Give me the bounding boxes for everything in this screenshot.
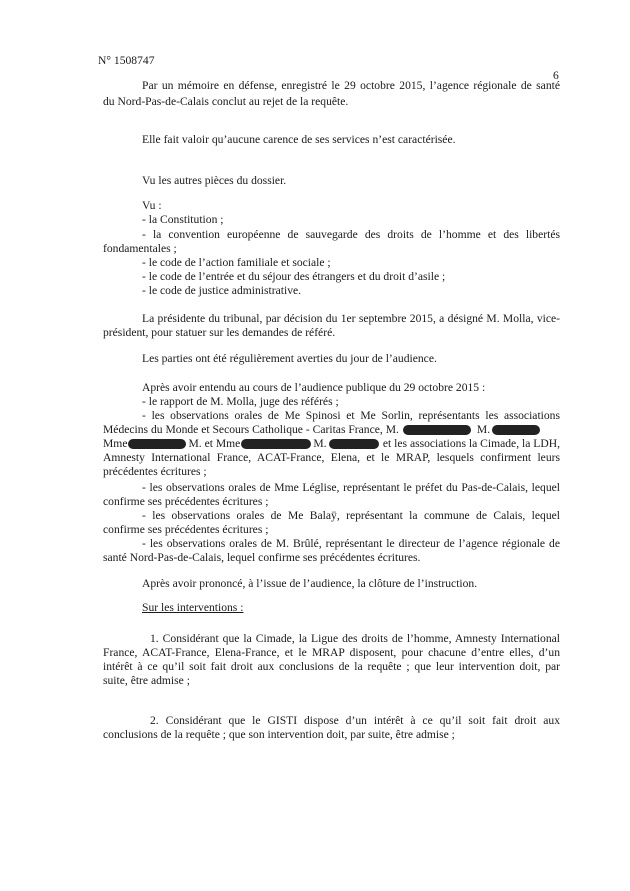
vu-item-action-sociale: - le code de l’action familiale et sociale ; [142, 256, 331, 269]
presidente-paragraph-line-1: La présidente du tribunal, par décision du 1er septembre 2015, a désigné M. Molla, vice- [142, 312, 560, 325]
audience-item-balay-line-1: - les observations orales de Me Balaÿ, représentant la commune de Calais, lequel [142, 509, 560, 522]
carence-paragraph: Elle fait valoir qu’aucune carence de ses services n’est caractérisée. [142, 133, 456, 146]
audience-item-leglise-line-2: confirme ses précédentes écritures ; [103, 495, 269, 508]
audience-item-spinosi-line-4: Amnesty International France, ACAT-France, Elena, et le MRAP, lesquels confirment leurs [103, 451, 560, 464]
audience-item-spinosi-line-2 [103, 423, 560, 437]
audience-item-spinosi-line-3 [103, 437, 560, 451]
audience-item-brule-line-1: - les observations orales de M. Brûlé, représentant le directeur de l’agence régionale de [142, 537, 560, 550]
associations-text: Médecins du Monde et Secours Catholique - Caritas France, M. [103, 423, 399, 436]
redaction-block [403, 425, 471, 435]
considerant-2-line-1: 2. Considérant que le GISTI dispose d’un intérêt à ce qu’il soit fait droit aux [150, 714, 560, 727]
considerant-1-line-3: intérêt à ce qu’il soit fait droit aux conclusions de la requête ; que leur intervention doit, par [103, 660, 560, 673]
redaction-block [492, 425, 540, 435]
audience-item-brule-line-2: santé Nord-Pas-de-Calais, lequel confirme ses précédentes écritures. [103, 551, 421, 564]
page-number: 6 [553, 69, 559, 82]
defense-paragraph-line-2: du Nord-Pas-de-Calais conclut au rejet de la requête. [103, 95, 349, 108]
vu-item-constitution: - la Constitution ; [142, 213, 224, 226]
audience-intro: Après avoir entendu au cours de l’audience publique du 29 octobre 2015 : [142, 381, 486, 394]
vu-item-cja: - le code de justice administrative. [142, 284, 302, 297]
considerant-2-line-2: conclusions de la requête ; que son intervention doit, par suite, être admise ; [103, 728, 455, 741]
redaction-block [128, 439, 186, 449]
audience-item-rapport: - le rapport de M. Molla, juge des référés ; [142, 395, 339, 408]
associations-list-text: et les associations la Cimade, la LDH, [382, 437, 560, 450]
vu-item-convention-line-1: - la convention européenne de sauvegarde des droits de l’homme et des libertés [142, 228, 560, 241]
audience-item-spinosi-line-5: précédentes écritures ; [103, 465, 207, 478]
audience-item-balay-line-2: confirme ses précédentes écritures ; [103, 523, 269, 536]
cloture-paragraph: Après avoir prononcé, à l’issue de l’audience, la clôture de l’instruction. [142, 577, 478, 590]
audience-item-spinosi-line-1: - les observations orales de Me Spinosi et Me Sorlin, représentants les associations [142, 409, 560, 422]
vu-item-ceseda: - le code de l’entrée et du séjour des étrangers et du droit d’asile ; [142, 270, 446, 283]
defense-paragraph-line-1: Par un mémoire en défense, enregistré le 29 octobre 2015, l’agence régionale de santé [142, 79, 560, 92]
considerant-1-line-4: suite, être admise ; [103, 674, 190, 687]
section-heading: Sur les interventions : [142, 601, 244, 614]
presidente-paragraph-line-2: président, pour statuer sur les demandes de référé. [103, 326, 336, 339]
audience-item-leglise-line-1: - les observations orales de Mme Léglise, représentant le préfet du Pas-de-Calais, lequel [142, 481, 560, 494]
redaction-block [329, 439, 379, 449]
vu-heading: Vu : [142, 199, 162, 212]
considerant-1-line-2: France, ACAT-France, Elena-France, et le MRAP disposent, pour chacune d’entre elles, d’un [103, 646, 560, 659]
considerant-1-line-1: 1. Considérant que la Cimade, la Ligue des droits de l’homme, Amnesty International [150, 632, 560, 645]
case-number: N° 1508747 [98, 54, 155, 67]
monsieur-text: M. [313, 437, 327, 450]
monsieur-et-madame-text: M. et Mme [188, 437, 241, 450]
vu-item-convention-line-2: fondamentales ; [103, 242, 177, 255]
redaction-block [241, 439, 311, 449]
autres-pieces-paragraph: Vu les autres pièces du dossier. [142, 174, 287, 187]
parties-paragraph: Les parties ont été régulièrement averties du jour de l’audience. [142, 352, 437, 365]
monsieur-text: M. [476, 423, 491, 436]
madame-text: Mme [103, 437, 128, 450]
